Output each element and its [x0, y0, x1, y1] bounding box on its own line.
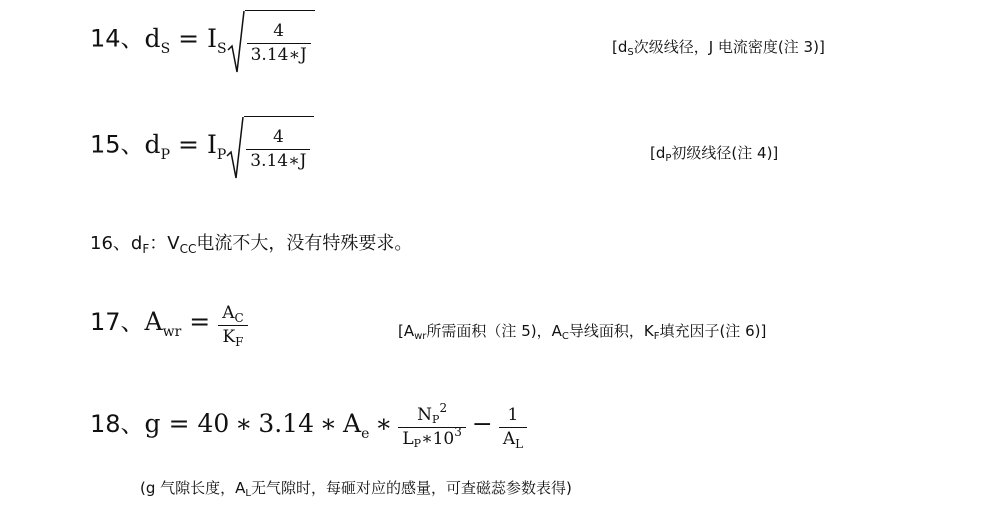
- equation-number: 18、: [90, 410, 145, 438]
- lhs: $d_S$: [144, 23, 171, 57]
- fraction: $\frac{A_C}{K_F}$: [218, 304, 247, 346]
- square-root: [227, 10, 315, 74]
- fraction: $\frac{4}{3.14∗J}$: [247, 22, 311, 64]
- fraction: $\frac{4}{3.14∗J}$: [246, 128, 310, 170]
- lhs: g: [144, 409, 161, 438]
- rhs-current: $I_S$: [207, 23, 227, 57]
- fraction-inverse-al: $\frac{1}{A_L}$: [499, 406, 527, 448]
- core-area: $A_e$: [343, 409, 370, 442]
- note-15: [$d_P$初级线径(注 4)]: [650, 144, 779, 164]
- note-17: [$A_{wr}$所需面积（注 5)，$A_C$导线面积，$K_F$填充因子(注 6)]: [398, 322, 767, 342]
- equation-18: 18、g = 40 ∗ 3.14 ∗ $A_e$ ∗ $\frac{N_P^2}{L_P∗10^3}$ − $\frac{1}{A_L}$: [90, 404, 527, 449]
- equals-sign: =: [177, 129, 199, 159]
- note-18: (g 气隙长度，$A_L$无气隙时，每砸对应的感量，可查磁蕊参数表得): [140, 479, 572, 499]
- note-14: [$d_S$次级线径，J 电流密度(注 3)]: [612, 38, 825, 58]
- lhs: $d_P$: [144, 129, 170, 163]
- equation-15: [90, 116, 314, 180]
- rhs-current: $I_P$: [206, 129, 227, 163]
- equation-number: 14、: [90, 24, 145, 53]
- equals-sign: =: [178, 23, 200, 53]
- square-root: [226, 116, 314, 180]
- lhs: $A_{wr}$: [144, 307, 182, 340]
- equals-sign: =: [168, 409, 190, 438]
- equation-14: [90, 10, 315, 74]
- line-number: 16、: [90, 233, 131, 254]
- equation-number: 15、: [90, 130, 145, 159]
- equation-17: [90, 302, 248, 347]
- line-16: 16、$d_F$：$V_{CC}$电流不大，没有特殊要求。: [90, 233, 413, 256]
- equals-sign: =: [189, 307, 211, 336]
- fraction-turns: $\frac{N_P^2}{L_P∗10^3}$: [398, 406, 466, 448]
- equation-number: 17、: [90, 308, 145, 336]
